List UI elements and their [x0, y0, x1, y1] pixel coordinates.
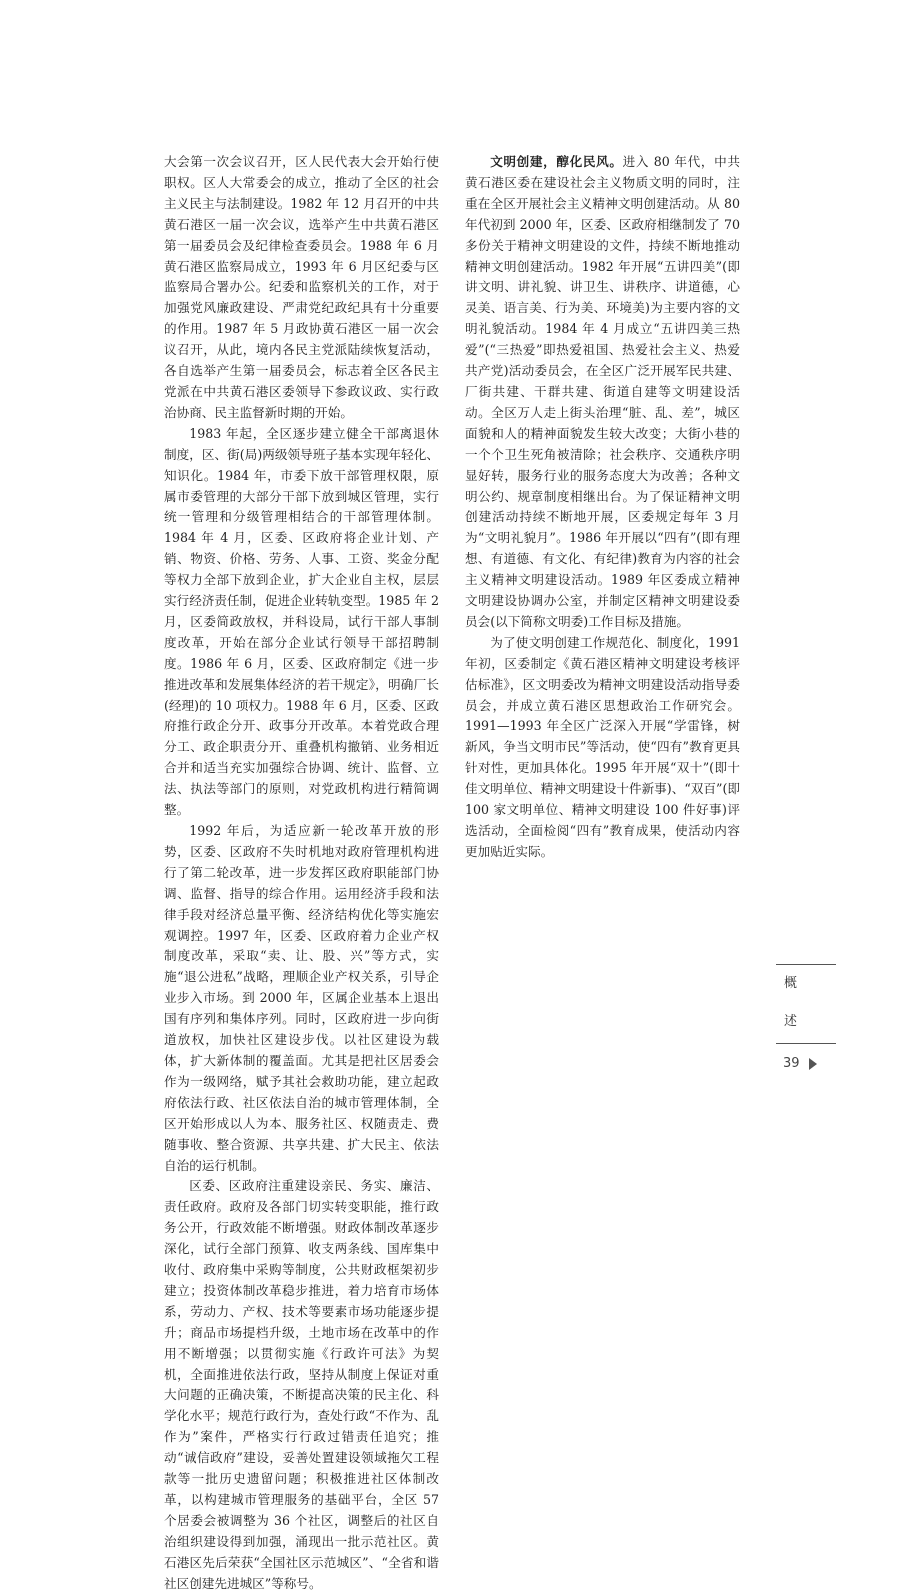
side-tab-label-2: 述 — [784, 1014, 798, 1029]
side-tab-top-rule — [776, 964, 836, 965]
paragraph: 区委、区政府注重建设亲民、务实、廉洁、责任政府。政府及各部门切实转变职能，推行政务公开，行政效能不断增强。财政体制改革逐步深化，试行全部门预算、收支两条线、国库集中收付、政府集中采购等制度，公共财政框架初步建立；投资体制改革稳步推进，着力培育市场体系，劳动力、产权、技术等要素市场功能逐步提升；商品市场提档升级，土地市场在改革中的作用不断增强；以贯彻实施《行政许可法》为契机，全面推进依法行政，坚持从制度上保证对重大问题的正确决策，不断提高决策的民主化、科学化水平；规范行政行为，查处行政“不作为、乱作为”案件，严格实行行政过错责任追究；推动“诚信政府”建设，妥善处置建设领域拖欠工程款等一批历史遗留问题；积极推进社区体制改革，以构建城市管理服务的基础平台，全区 57 个居委会被调整为 36 个社区，调整后的社区自治组织建设得到加强，涌现出一批示范社区。黄石港区先后荣获“全国社区示范城区”、“全省和谐社区创建先进城区”等称号。 — [164, 1178, 439, 1591]
paragraph-with-heading — [465, 152, 740, 633]
section-heading: 文明创建，醇化民风。 — [490, 154, 623, 169]
page-number: 39 — [783, 1056, 800, 1071]
next-page-arrow-icon — [809, 1058, 817, 1070]
right-text-column — [465, 152, 740, 863]
paragraph: 1992 年后，为适应新一轮改革开放的形势，区委、区政府不失时机地对政府管理机构进行了第二轮改革，进一步发挥区政府职能部门协调、监督、指导的综合作用。运用经济手段和法律手段对经济总量平衡、经济结构优化等实施宏观调控。1997 年，区委、区政府着力企业产权制度改革，采取“卖、让、股、兴”等方式，实施“退公进私”战略，理顺企业产权关系，引导企业步入市场。到 2000 年，区属企业基本上退出国有序列和集体序列。同时，区政府进一步向街道放权，加快社区建设步伐。以社区建设为载体，扩大新体制的覆盖面。尤其是把社区居委会作为一级网络，赋予其社会救助功能，建立起政府依法行政、社区依法自治的城市管理体制，全区开始形成以人为本、服务社区、权随责走、费随事收、整合资源、共享共建、扩大民主、依法自治的运行机制。 — [164, 823, 439, 1173]
paragraph: 大会第一次会议召开，区人民代表大会开始行使职权。区人大常委会的成立，推动了全区的社会主义民主与法制建设。1982 年 12 月召开的中共黄石港区一届一次会议，选举产生中共黄石港区第一届委员会及纪律检查委员会。1988 年 6 月黄石港区监察局成立，1993 年 6 月区纪委与区监察局合署办公。纪委和监察机关的工作，对于加强党风廉政建设、严肃党纪政纪具有十分重要的作用。1987 年 5 月政协黄石港区一届一次会议召开，从此，境内各民主党派陆续恢复活动，各自选举产生第一届委员会，标志着全区各民主党派在中共黄石港区委领导下参政议政、实行政治协商、民主监督新时期的开始。 — [164, 154, 439, 420]
paragraph: 为了使文明创建工作规范化、制度化，1991 年初，区委制定《黄石港区精神文明建设考核评估标准》，区文明委改为精神文明建设活动指导委员会，并成立黄石港区思想政治工作研究会。1991—1993 年全区广泛深入开展“学雷锋，树新风，争当文明市民”等活动，使“四有”教育更具针对性，更加具体化。1995 年开展“双十”(即十佳文明单位、精神文明建设十件新事)、“双百”(即 100 家文明单位、精神文明建设 100 件好事)评选活动，全面检阅“四有”教育成果，使活动内容更加贴近实际。 — [465, 634, 740, 859]
left-text-column — [164, 152, 439, 1595]
paragraph-body: 进入 80 年代，中共黄石港区委在建设社会主义物质文明的同时，注重在全区开展社会主义精神文明创建活动。从 80 年代初到 2000 年，区委、区政府相继制发了 70 多份关于精神文明建设的文件，持续不断地推动精神文明创建活动。1982 年开展“五讲四美”(即讲文明、讲礼貌、讲卫生、讲秩序、讲道德，心灵美、语言美、行为美、环境美)为主要内容的文明礼貌活动。1984 年 4 月成立“五讲四美三热爱”(“三热爱”即热爱祖国、热爱社会主义、热爱共产党)活动委员会，在全区广泛开展军民共建、厂街共建、干群共建、街道自建等文明建设活动。全区万人走上街头治理“脏、乱、差”，城区面貌和人的精神面貌发生较大改变；大街小巷的一个个卫生死角被清除；社会秩序、交通秩序明显好转，服务行业的服务态度大为改善；各种文明公约、规章制度相继出台。为了保证精神文明创建活动持续不断地开展，区委规定每年 3 月为“文明礼貌月”。1986 年开展以“四有”(即有理想、有道德、有文化、有纪律)教育为内容的社会主义精神文明建设活动。1989 年区委成立精神文明建设协调办公室，并制定区精神文明建设委员会(以下简称文明委)工作目标及措施。 — [465, 154, 740, 629]
side-tab-label-1: 概 — [784, 976, 798, 991]
side-tab-bottom-rule — [776, 1043, 836, 1044]
paragraph: 1983 年起，全区逐步建立健全干部离退休制度，区、街(局)两级领导班子基本实现年轻化、知识化。1984 年，市委下放干部管理权限，原属市委管理的大部分干部下放到城区管理，实行统一管理和分级管理相结合的干部管理体制。1984 年 4 月，区委、区政府将企业计划、产销、物资、价格、劳务、人事、工资、奖金分配等权力全部下放到企业，扩大企业自主权，层层实行经济责任制，促进企业转轨变型。1985 年 2 月，区委简政放权，并科设局，试行干部人事制度改革，开始在部分企业试行领导干部招聘制度。1986 年 6 月，区委、区政府制定《进一步推进改革和发展集体经济的若干规定》，明确厂长(经理)的 10 项权力。1988 年 6 月，区委、区政府推行政企分开、政事分开改革。本着党政合理分工、政企职责分开、重叠机构撤销、业务相近合并和适当充实加强综合协调、统计、监督、立法、执法等部门的原则，对党政机构进行精简调整。 — [164, 425, 439, 818]
